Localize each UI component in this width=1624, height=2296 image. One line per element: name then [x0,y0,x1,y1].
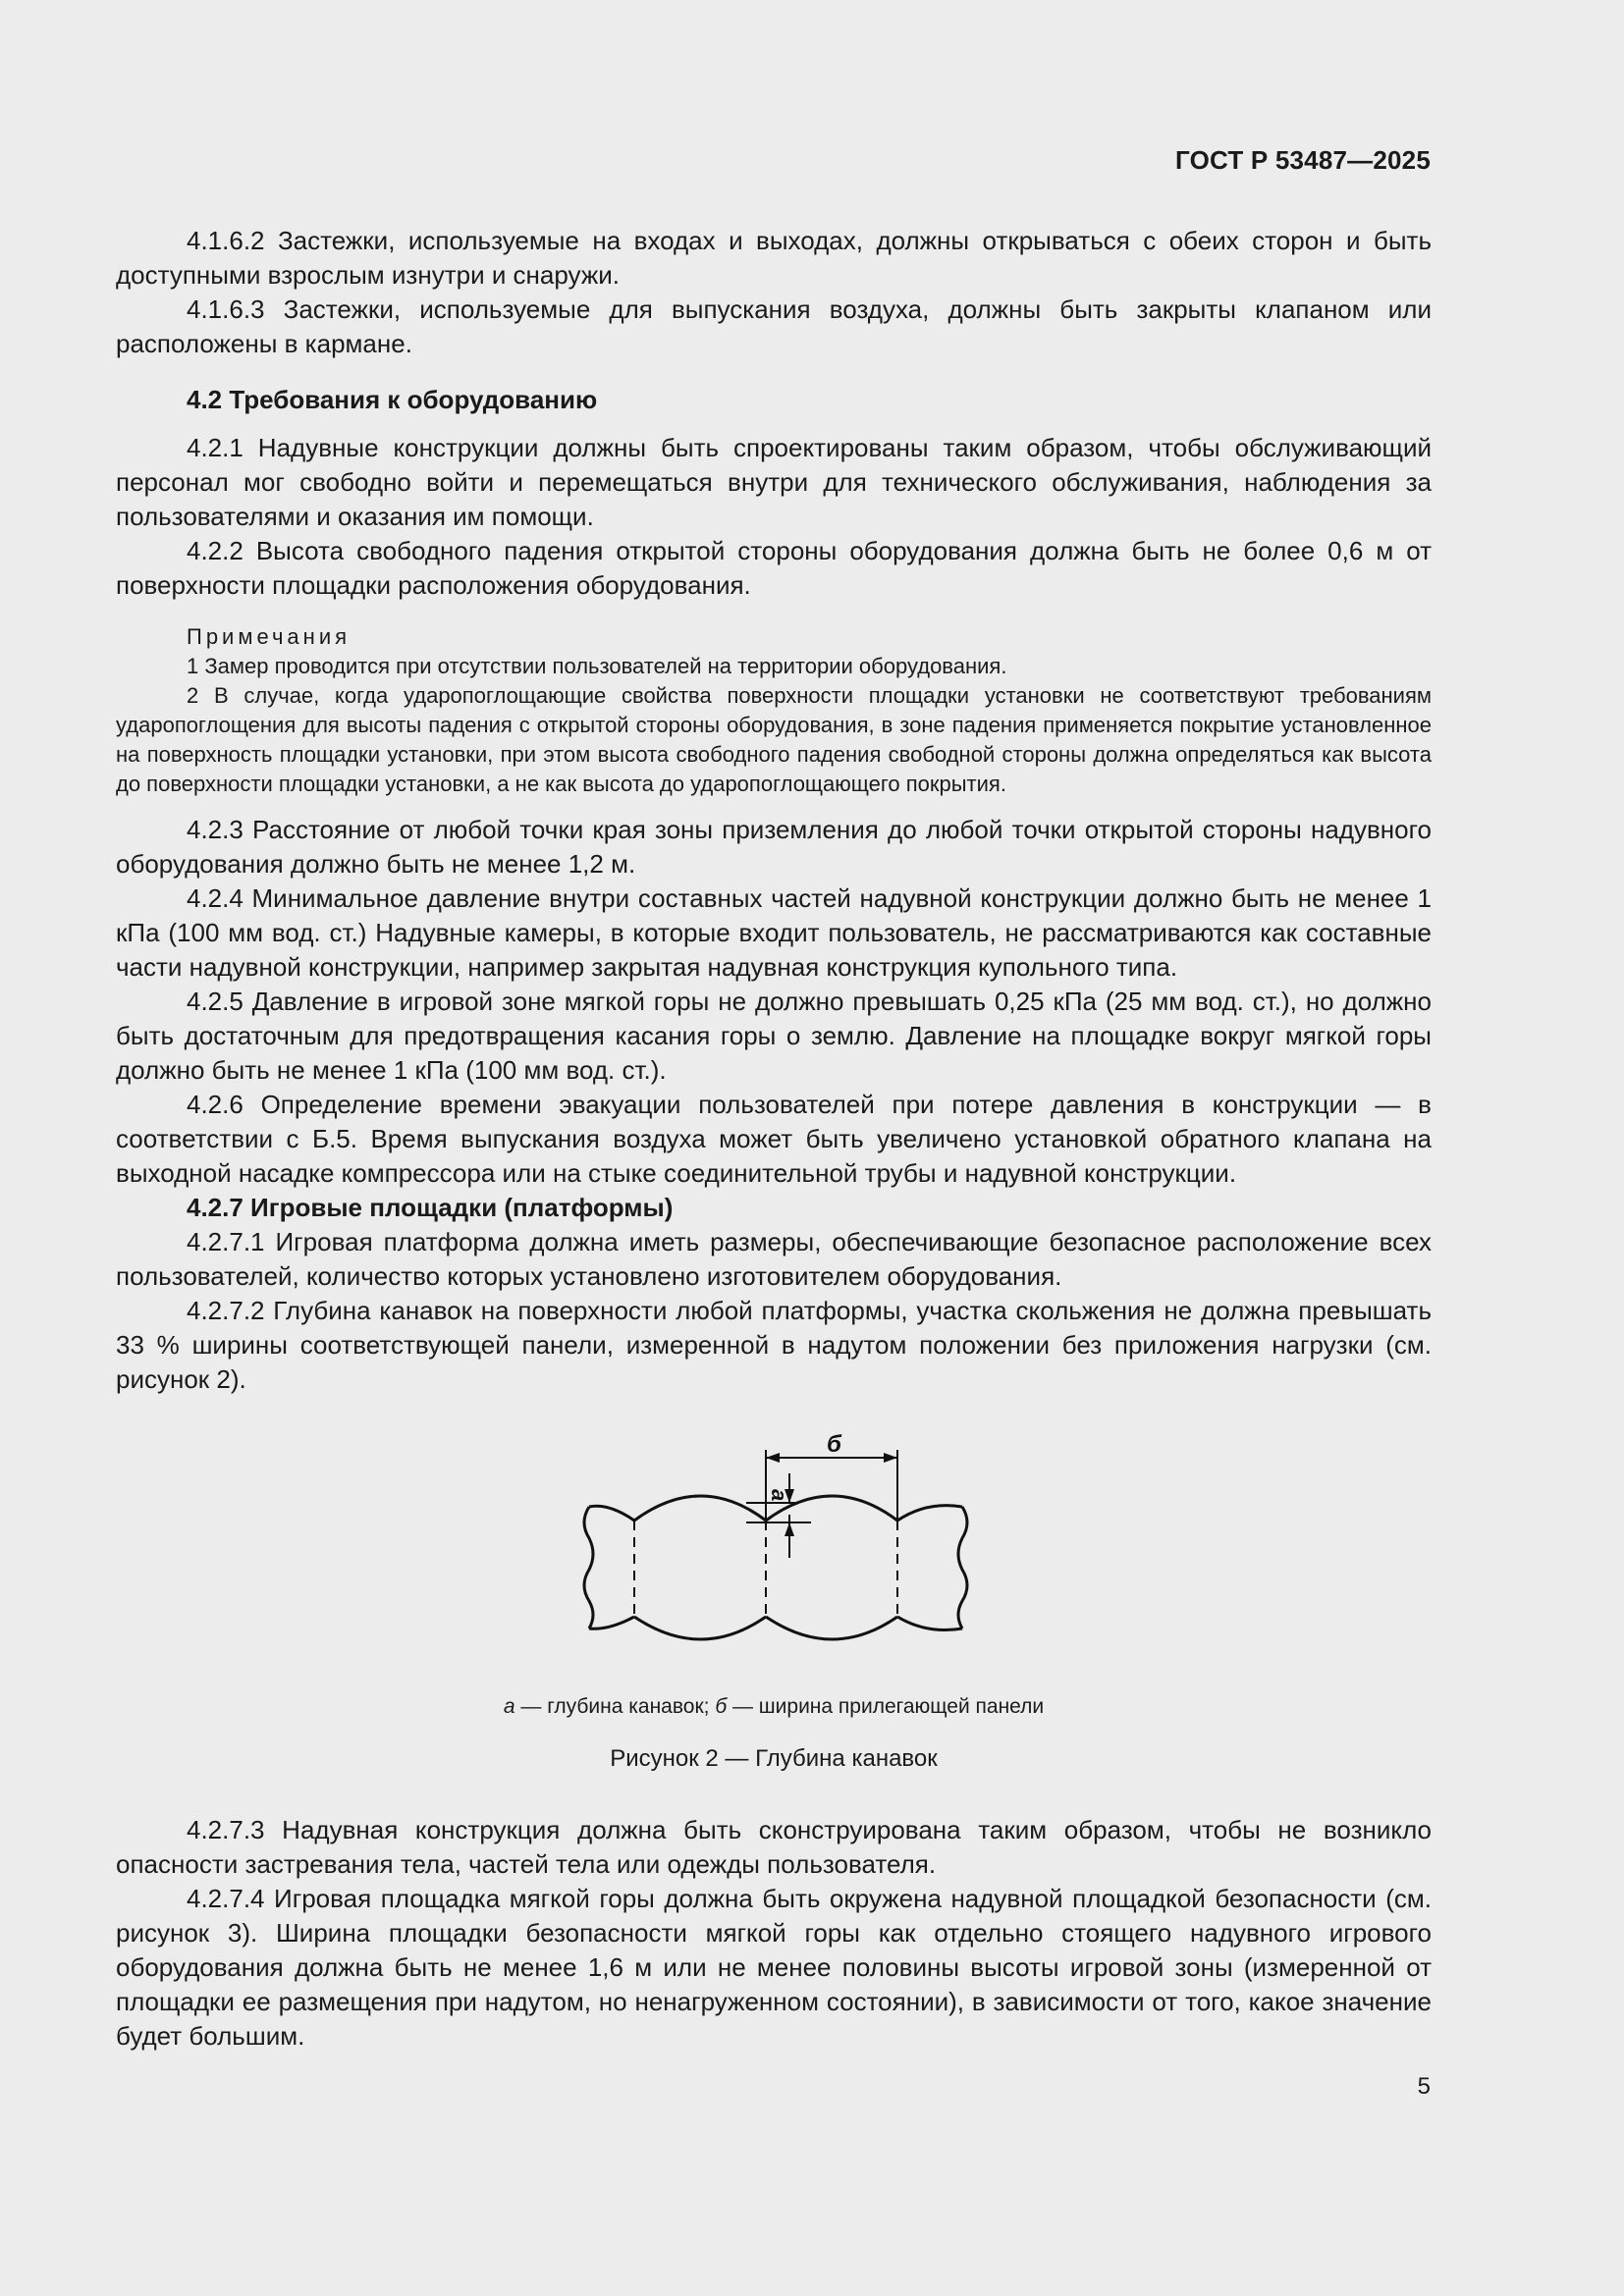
legend-b-text: — ширина прилегающей панели [727,1695,1045,1718]
paragraph-4-2-4: 4.2.4 Минимальное давление внутри составных частей надувной конструкции должно быть не менее 1 кПа (100 мм вод. ст.) Надувные камеры, в которые входит пользователь, не рассматриваются как составные части надувной конструкции, например закрытая надувная конструкция купольного типа. [116,883,1432,982]
width-arrow-left [766,1453,780,1463]
top-arc-1 [634,1496,766,1521]
right-edge-line [958,1507,967,1629]
paragraph-4-2-2: 4.2.2 Высота свободного падения открытой стороны оборудования должна быть не более 0,6 м от поверхности площадки расположения оборудования. [116,536,1432,600]
paragraph-4-2-6: 4.2.6 Определение времени эвакуации пользователей при потере давления в конструкции — в соответствии с Б.5. Время выпускания воздуха может быть увеличено установкой обратного клапана на выходной насадке компрессора или на стыке соединительной трубы и надувной конструкции. [116,1090,1432,1188]
top-arc-3 [897,1506,962,1521]
figure-caption: Рисунок 2 — Глубина канавок [610,1745,938,1772]
paragraph-4-2-7-3: 4.2.7.3 Надувная конструкция должна быть сконструирована таким образом, чтобы не возникло опасности застревания тела, частей тела или одежды пользователя. [116,1815,1432,1879]
bottom-arc-0 [589,1617,634,1629]
note-1: 1 Замер проводится при отсутствии пользователей на территории оборудования. [187,654,1007,678]
top-arc-0 [589,1506,634,1521]
note-2: 2 В случае, когда ударопоглощающие свойства поверхности площадки установки не соответствуют требованиям ударопоглощения для высоты падения с открытой стороны оборудования, в зоне падения применяется покрытие установленное на поверхность площадки установки, при этом высота свободного падения свободной стороны должна определяться как высота до поверхности площадки установки, а не как высота до ударопоглощающего покрытия. [116,683,1432,796]
width-arrow-right [884,1453,897,1463]
paragraph-4-2-5: 4.2.5 Давление в игровой зоне мягкой горы не должно превышать 0,25 кПа (25 мм вод. ст.), но должно быть достаточным для предотвращения касания горы о землю. Давление на площадке вокруг мягкой горы должно быть не менее 1 кПа (100 мм вод. ст.). [116,987,1432,1085]
section-heading-4-2-7: 4.2.7 Игровые площадки (платформы) [187,1193,674,1222]
section-heading-4-2: 4.2 Требования к оборудованию [187,385,598,414]
legend-a-symbol: а [503,1695,515,1718]
paragraph-4-2-1: 4.2.1 Надувные конструкции должны быть спроектированы таким образом, чтобы обслуживающий персонал мог свободно войти и перемещаться внутри для технического обслуживания, наблюдения за пользователями и оказания им помощи. [116,433,1432,531]
paragraph-4-1-6-3: 4.1.6.3 Застежки, используемые для выпускания воздуха, должны быть закрыты клапаном или расположены в кармане. [116,294,1432,358]
bottom-arc-1 [634,1617,766,1639]
label-b: б [827,1431,841,1458]
groove-depth-diagram [568,1430,980,1676]
paragraph-4-2-7-4: 4.2.7.4 Игровая площадка мягкой горы должна быть окружена надувной площадкой безопасности (см. рисунок 3). Ширина площадки безопасности мягкой горы как отдельно стоящего надувного игрового оборудования должна быть не менее 1,6 м или не менее половины высоты игровой зоны (измеренной от площадки ее размещения при надутом, но ненагруженном состоянии), в зависимости от того, какое значение будет большим. [116,1884,1432,2051]
bottom-arc-3 [897,1617,962,1630]
figure-2 [116,1430,1432,1776]
bottom-arc-2 [766,1617,897,1639]
label-a: а [767,1489,791,1502]
figure-legend [116,1689,1432,1724]
left-edge-line [584,1507,593,1629]
paragraph-4-2-7-1: 4.2.7.1 Игровая платформа должна иметь размеры, обеспечивающие безопасное расположение всех пользователей, количество которых установлено изготовителем оборудования. [116,1227,1432,1291]
document-body [116,224,1432,2054]
notes-title: Примечания [187,624,352,649]
paragraph-4-2-3: 4.2.3 Расстояние от любой точки края зоны приземления до любой точки открытой стороны надувного оборудования должно быть не менее 1,2 м. [116,815,1432,879]
depth-arrow-bottom [785,1522,794,1536]
document-header: ГОСТ Р 53487—2025 [1175,145,1431,175]
paragraph-4-1-6-2: 4.1.6.2 Застежки, используемые на входах и выходах, должны открываться с обеих сторон и быть доступными взрослым изнутри и снаружи. [116,226,1432,290]
paragraph-4-2-7-2: 4.2.7.2 Глубина канавок на поверхности любой платформы, участка скольжения не должна превышать 33 % ширины соответствующей панели, измеренной в надутом положении без приложения нагрузки (см. рисунок 2). [116,1296,1432,1394]
notes-block [116,622,1432,799]
page-number: 5 [1417,2073,1431,2100]
legend-b-symbol: б [715,1695,728,1718]
legend-a-text: — глубина канавок; [514,1695,716,1718]
